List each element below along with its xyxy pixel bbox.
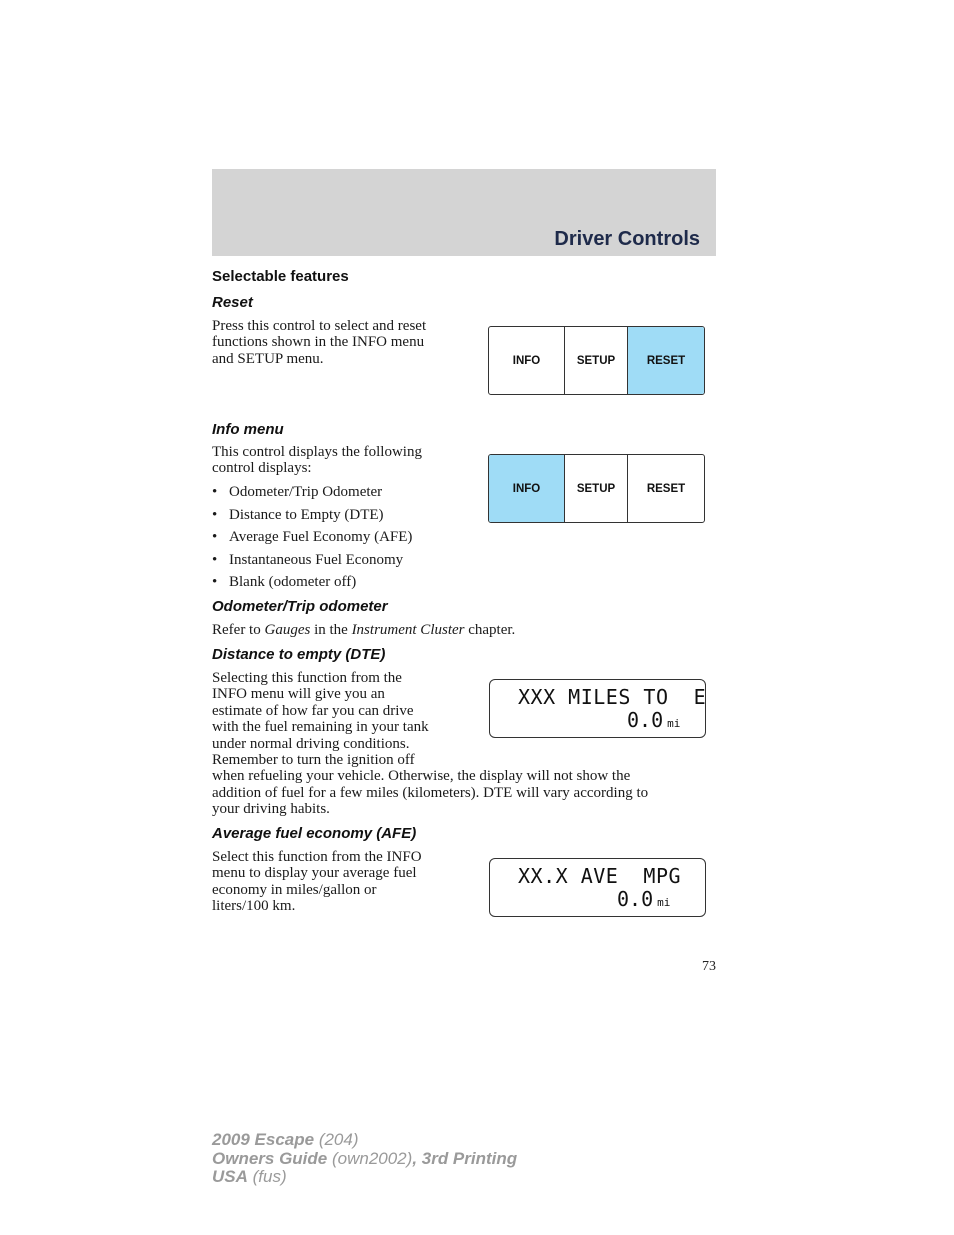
dte-display-illustration	[489, 679, 706, 738]
footer-line: 2009 Escape (204)	[212, 1130, 359, 1149]
info-button-panel-illustration	[488, 454, 705, 523]
text-line: addition of fuel for a few miles (kilometers). DTE will vary according to	[212, 784, 649, 801]
text-line: menu to display your average fuel	[212, 865, 417, 882]
text-line: under normal driving conditions.	[212, 735, 410, 752]
text-line: with the fuel remaining in your tank	[212, 719, 429, 736]
text-line: liters/100 km.	[212, 898, 296, 915]
setup-button: SETUP	[565, 455, 628, 522]
text-line: your driving habits.	[212, 801, 330, 818]
list-item: • Distance to Empty (DTE)	[212, 506, 384, 523]
text-line: control displays:	[212, 460, 312, 477]
reset-button: RESET	[646, 482, 686, 495]
dte-heading: Distance to empty (DTE)	[212, 646, 386, 663]
text-line: This control displays the following	[212, 444, 422, 460]
info-button: INFO	[489, 455, 565, 522]
text-line: Selecting this function from the	[212, 670, 402, 686]
info-menu-heading: Info menu	[212, 421, 284, 438]
display-line-2: 0.0 mi	[627, 708, 681, 732]
page-number: 73	[702, 959, 716, 974]
afe-display-illustration	[489, 858, 706, 917]
afe-heading: Average fuel economy (AFE)	[212, 825, 417, 842]
odometer-heading: Odometer/Trip odometer	[212, 598, 388, 615]
text-line: estimate of how far you can drive	[212, 702, 414, 719]
footer-line: USA (fus)	[212, 1167, 287, 1186]
display-line-2: 0.0 mi	[617, 887, 671, 911]
text-line: economy in miles/gallon or	[212, 881, 377, 898]
header-band	[212, 169, 716, 256]
text-line: Press this control to select and reset	[212, 318, 427, 334]
list-item: • Odometer/Trip Odometer	[212, 484, 383, 500]
text-line: Select this function from the INFO	[212, 849, 422, 865]
display-line-1: XXX MILES TO E	[518, 685, 707, 709]
reset-button-panel-illustration	[488, 326, 705, 395]
list-item: • Average Fuel Economy (AFE)	[212, 529, 413, 545]
setup-button: SETUP	[565, 327, 628, 394]
text-line: and SETUP menu.	[212, 350, 324, 367]
text-line: INFO menu will give you an	[212, 686, 385, 703]
reset-paragraph	[212, 318, 426, 367]
footer	[212, 1131, 517, 1187]
text-line: when refueling your vehicle. Otherwise, the display will not show the	[212, 768, 631, 785]
info-button: INFO	[489, 327, 565, 394]
reset-button: RESET	[628, 327, 704, 394]
text-line: Remember to turn the ignition off	[212, 752, 415, 769]
list-item: • Blank (odometer off)	[212, 574, 357, 590]
selectable-features-heading: Selectable features	[212, 268, 349, 285]
section-title: Driver Controls	[554, 228, 700, 250]
info-menu-paragraph	[212, 444, 422, 477]
reset-heading: Reset	[212, 294, 253, 311]
display-line-1: XX.X AVE MPG	[518, 864, 682, 888]
list-item: • Instantaneous Fuel Economy	[212, 551, 404, 568]
text-line: functions shown in the INFO menu	[212, 334, 425, 351]
odometer-paragraph: Refer to Gauges in the Instrument Cluster chapter.	[212, 622, 516, 638]
info-menu-list	[212, 481, 412, 594]
afe-paragraph	[212, 849, 422, 915]
footer-line: Owners Guide (own2002), 3rd Printing	[212, 1148, 518, 1168]
